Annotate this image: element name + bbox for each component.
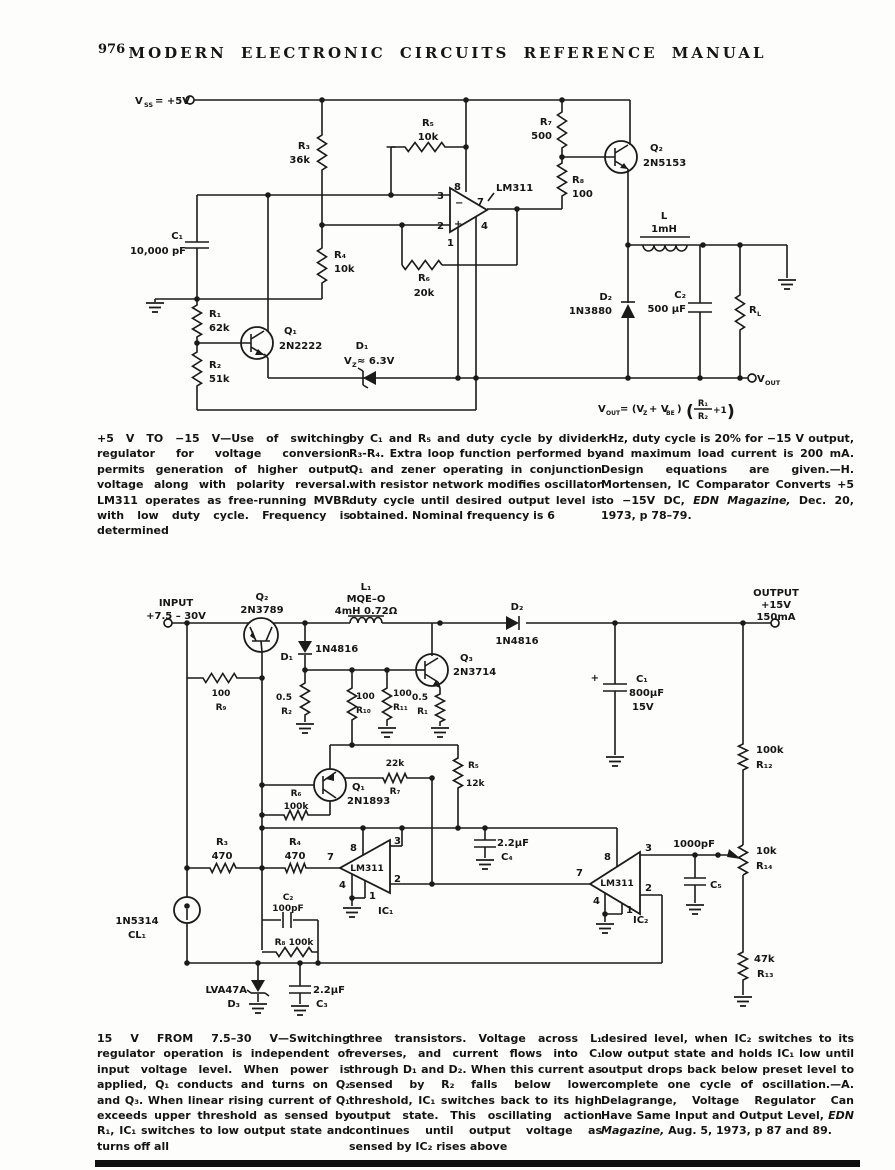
schematic-label: D₃	[227, 999, 240, 1010]
schematic-label: R₂	[697, 412, 709, 422]
caption-bottom-col1: 15 V FROM 7.5–30 V—Switching regulator operation is independent of input voltage level. When power is applied, Q₁ conducts and turns on Q₂ and Q₃. When linear rising current of Q₁ exceeds upper threshold as sensed by R₁, IC₁ switches to low output state and turns off all	[97, 1032, 350, 1153]
schematic-label: 15V	[632, 702, 654, 713]
schematic-label: 0.5	[412, 693, 428, 703]
schematic-label: R₄	[334, 250, 347, 261]
schematic-label: R₆	[417, 273, 431, 284]
schematic-label: 470	[284, 851, 306, 862]
schematic-label: −	[455, 198, 464, 209]
schematic-label: C₂	[674, 290, 686, 301]
schematic-label: 470	[211, 851, 233, 862]
schematic-label: 2.2μF	[497, 838, 529, 849]
schematic-label: 100k	[283, 802, 309, 812]
schematic-label: D₂	[599, 292, 612, 303]
circuit-diagram-top	[146, 96, 796, 410]
schematic-label: 1N4816	[495, 636, 539, 647]
schematic-label: 1	[626, 905, 633, 916]
schematic-label: +15V	[760, 600, 792, 611]
schematic-label: 10k	[417, 132, 439, 143]
schematic-label: R₁	[697, 399, 709, 409]
schematic-label: 8	[454, 182, 461, 193]
schematic-label: Q₁	[352, 782, 365, 793]
caption-citation: EDN Magazine,	[601, 1109, 854, 1138]
schematic-label: R₁₀	[356, 706, 371, 716]
schematic-label: R₁₄	[756, 861, 773, 872]
schematic-label: R₁₁	[393, 703, 408, 713]
schematic-label: 1000pF	[673, 839, 715, 850]
schematic-label: 7	[576, 868, 583, 879]
schematic-label: D₂	[510, 602, 524, 613]
schematic-label: V	[757, 374, 765, 385]
schematic-label: C₁	[171, 231, 183, 242]
caption-text: Dec. 20, 1973, p 78–79.	[601, 493, 854, 523]
caption-text: Aug. 5, 1973, p 87 and 89.	[664, 1124, 832, 1138]
caption-citation: EDN Magazine,	[693, 493, 791, 507]
page-bottom-rule	[95, 1160, 860, 1167]
schematic-label: R₈ 100k	[274, 938, 314, 948]
caption-top-col1: +5 V TO −15 V—Use of switching regulator for voltage conversion permits generation of higher output voltage along with polarity reversal. LM311 operates as free-running MVBR with low duty cycle. Frequency is determined	[97, 432, 350, 538]
schematic-label: L₁	[360, 582, 372, 593]
schematic-label: 1mH	[651, 224, 677, 235]
schematic-label: 62k	[209, 323, 230, 334]
schematic-label: 10,000 pF	[129, 246, 186, 257]
schematic-label: Z	[643, 410, 648, 417]
schematic-label: SS	[144, 101, 154, 109]
schematic-label: 2.2μF	[313, 985, 345, 996]
schematic-label: 4mH 0.72Ω	[334, 606, 398, 617]
schematic-label: 47k	[754, 954, 775, 965]
schematic-label: 2N3714	[453, 667, 497, 678]
schematic-label: 0.5	[276, 693, 292, 703]
schematic-label: INPUT	[158, 598, 194, 609]
schematic-label: V	[598, 404, 606, 415]
schematic-label: 3	[645, 843, 652, 854]
schematic-label: 7	[327, 852, 334, 863]
schematic-label: 100	[356, 692, 375, 702]
schematic-label: +7.5 – 30V	[146, 611, 206, 622]
caption-top-col3	[601, 431, 854, 523]
schematic-label: 10k	[756, 846, 777, 857]
schematic-label: Q₁	[284, 326, 297, 337]
schematic-label: D₁	[355, 341, 369, 352]
schematic-label: 8	[604, 852, 611, 863]
schematic-label: 10k	[334, 264, 355, 275]
schematic-label: OUT	[606, 410, 621, 417]
schematic-label: C₅	[710, 880, 722, 891]
schematic-label: )	[677, 404, 682, 415]
schematic-label: 2	[394, 874, 401, 885]
schematic-label: 1N5314	[115, 916, 159, 927]
schematic-label: R₁	[209, 309, 222, 320]
schematic-label: C₄	[501, 852, 513, 863]
caption-text: desired level, when IC₂ switches to its low output state and holds IC₁ low until output drops back below preset level to complete one cycle of oscillation.—A. Delagrange, Voltage Regulator Can Have Same Input and Output Level,	[601, 1032, 854, 1123]
schematic-label: LM311	[496, 183, 534, 194]
schematic-label: L	[660, 211, 668, 222]
schematic-label: R₆	[290, 789, 302, 799]
schematic-label: R₅	[468, 761, 479, 771]
schematic-label: LM311	[350, 864, 384, 874]
schematic-label: LM311	[600, 879, 634, 889]
schematic-label: 1	[369, 891, 376, 902]
schematic-label: 100	[393, 689, 412, 699]
schematic-label: Q₃	[460, 653, 473, 664]
schematic-label: ≈ 6.3V	[357, 356, 395, 367]
schematic-label: 7	[477, 197, 484, 208]
schematic-label: V	[344, 356, 352, 367]
schematic-label: R₁	[417, 707, 428, 717]
schematic-label: IC₂	[633, 915, 649, 926]
schematic-label: 12k	[466, 779, 485, 789]
schematic-label: MQE–O	[346, 594, 386, 605]
schematic-label: C₁	[636, 674, 648, 685]
schematic-label: 2N1893	[347, 796, 391, 807]
page-title: MODERN ELECTRONIC CIRCUITS REFERENCE MANUAL	[128, 44, 767, 62]
schematic-label: R₁₂	[756, 760, 773, 771]
schematic-label: 1N3880	[568, 306, 612, 317]
schematic-label: 500 μF	[647, 304, 686, 315]
schematic-label: OUT	[765, 379, 781, 387]
schematic-label: 8	[350, 843, 357, 854]
schematic-label: LVA47A	[205, 985, 247, 996]
schematic-label: V	[135, 96, 143, 107]
schematic-label: 3	[394, 836, 401, 847]
schematic-label: 4	[481, 221, 488, 232]
schematic-label: + V	[649, 404, 669, 415]
schematic-label: R₉	[215, 703, 227, 713]
schematic-label: = (V	[620, 404, 645, 415]
schematic-label: = +5V	[155, 96, 190, 107]
schematic-label: 22k	[385, 759, 405, 769]
page-number: 976	[98, 42, 126, 57]
schematic-label: 100	[211, 689, 231, 699]
caption-bottom-col3	[601, 1031, 854, 1139]
schematic-label: (	[686, 402, 694, 422]
caption-top-col2: by C₁ and R₅ and duty cycle by divider R₃-R₄. Extra loop function performed by Q₁ and zener operating in conjunction with resistor network modifies oscillator duty cycle until desired output level is obtained. Nominal frequency is 6	[349, 432, 602, 523]
schematic-label: 100	[572, 189, 593, 200]
schematic-label: 51k	[209, 374, 230, 385]
schematic-label: L	[757, 310, 762, 318]
schematic-label: R₃	[297, 141, 310, 152]
schematic-label: +1	[713, 406, 727, 416]
schematic-label: C₂	[282, 893, 294, 903]
schematic-label: Z	[352, 361, 357, 369]
caption-bottom-col2: three transistors. Voltage across L₁ reverses, and current flows into C₁ through D₁ and D₂. When this current as sensed by R₂ falls below lower threshold, IC₁ switches back to its high output state. This oscillating action continues until output voltage as sensed by IC₂ rises above	[349, 1032, 602, 1153]
schematic-label: C₃	[316, 999, 328, 1010]
schematic-label: R₇	[389, 787, 401, 797]
schematic-label: +	[590, 673, 599, 684]
schematic-label: 2	[437, 221, 444, 232]
schematic-label: 150mA	[756, 612, 796, 623]
caption-text: kHz, duty cycle is 20% for −15 V output, and maximum load current is 200 mA. Design equations are given.—H. Mortensen, IC Comparator Converts +5 to −15V DC,	[601, 432, 854, 507]
schematic-label: D₁	[280, 652, 293, 663]
schematic-label: 2N3789	[240, 605, 284, 616]
schematic-label: CL₁	[127, 930, 147, 941]
schematic-label: BE	[666, 410, 675, 417]
schematic-label: 2N2222	[279, 341, 323, 352]
schematic-label: R₂	[209, 360, 222, 371]
schematic-label: 1N4816	[315, 644, 359, 655]
schematic-label: IC₁	[378, 906, 394, 917]
schematic-label: R₁₃	[757, 969, 774, 980]
schematic-label: 20k	[413, 288, 435, 299]
schematic-label: R₈	[572, 175, 585, 186]
schematic-label: R	[749, 305, 757, 316]
schematic-label: +	[454, 219, 463, 230]
schematic-label: 4	[593, 896, 600, 907]
schematic-label: 100k	[756, 745, 784, 756]
circuit-top-labels	[130, 96, 781, 422]
schematic-label: OUTPUT	[753, 588, 799, 599]
schematic-label: 800μF	[629, 688, 665, 699]
schematic-label: 4	[339, 880, 346, 891]
schematic-label: 2N5153	[643, 158, 687, 169]
schematic-label: )	[727, 402, 735, 422]
schematic-label: 2	[645, 883, 652, 894]
schematic-label: Q₂	[650, 143, 663, 154]
schematic-label: R₅	[421, 118, 435, 129]
schematic-label: R₇	[539, 117, 552, 128]
schematic-label: 1	[447, 238, 454, 249]
schematic-label: 36k	[289, 155, 310, 166]
schematic-label: R₃	[215, 837, 229, 848]
schematic-label: 3	[437, 191, 444, 202]
schematic-label: Q₂	[255, 592, 269, 603]
schematic-label: 500	[531, 131, 552, 142]
schematic-label: 100pF	[272, 904, 304, 914]
schematic-label: R₄	[288, 837, 302, 848]
schematic-label: R₂	[281, 707, 292, 717]
